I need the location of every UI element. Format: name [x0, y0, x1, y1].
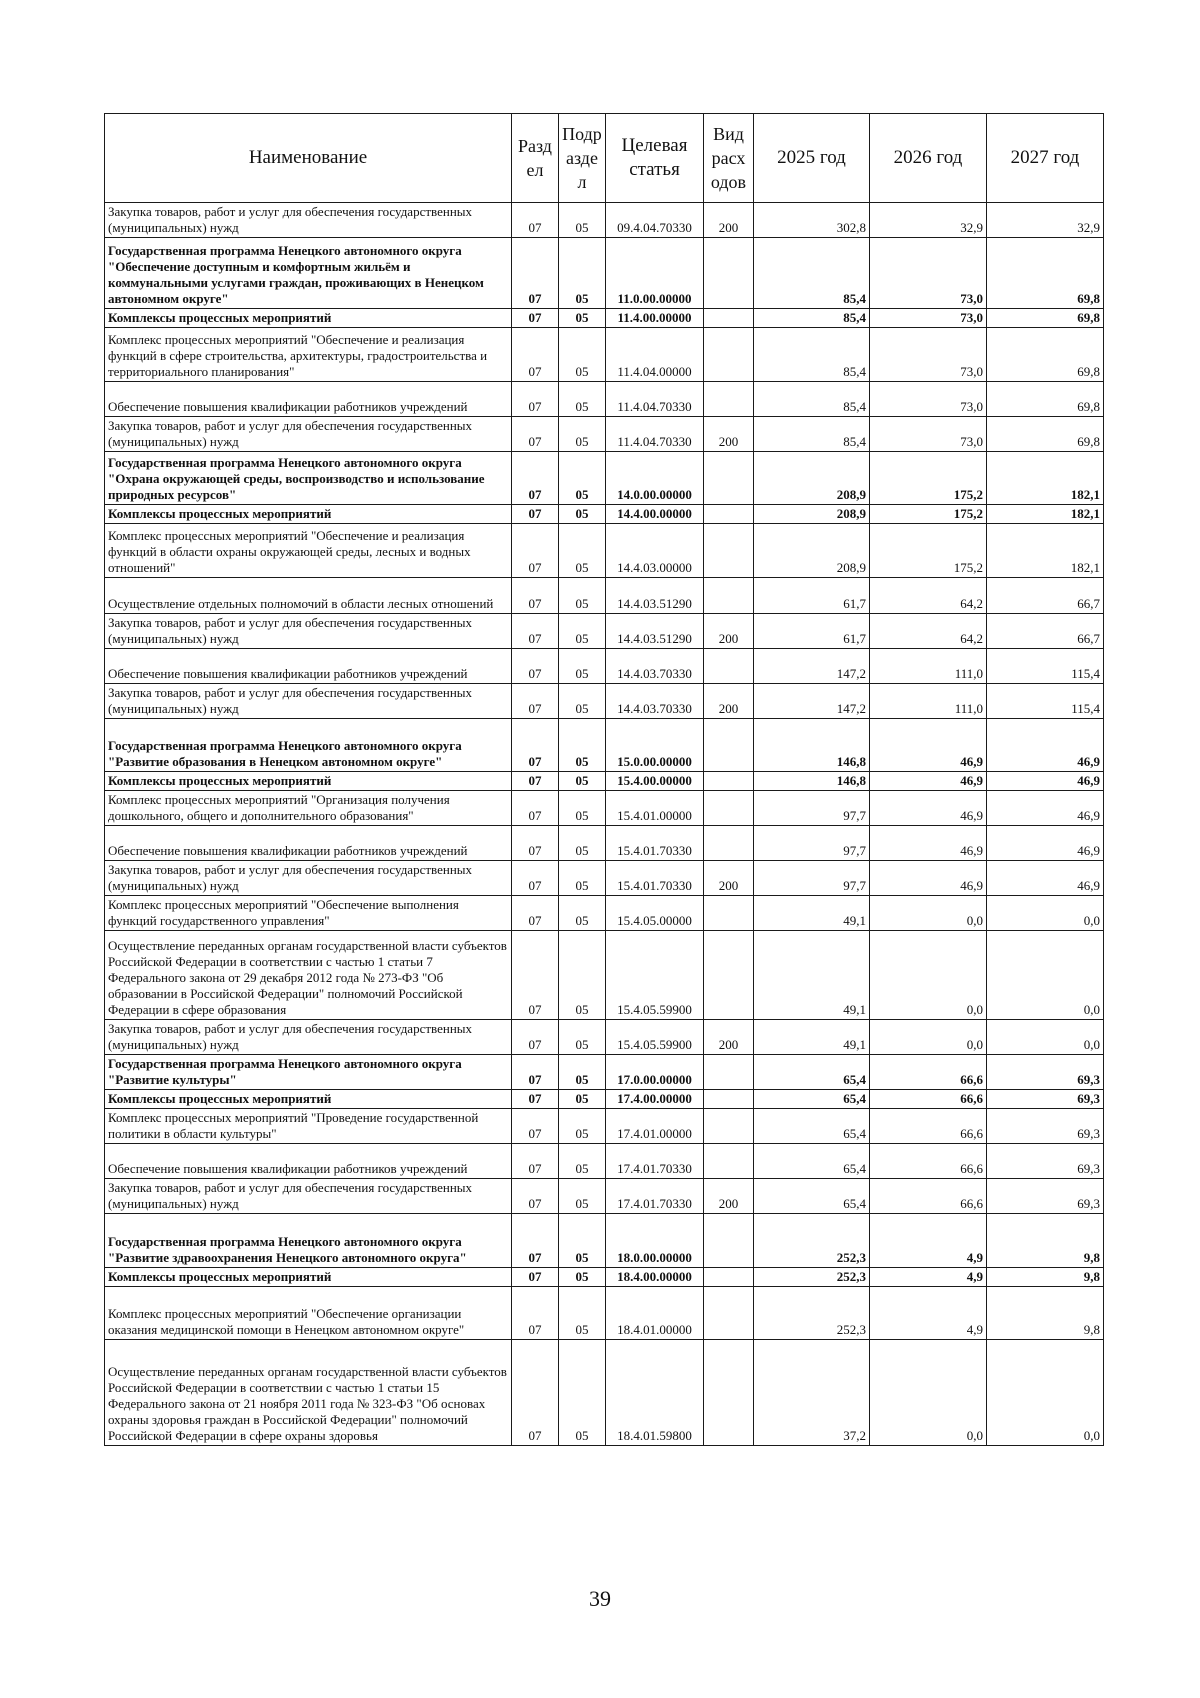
cell-subsection: 05	[559, 382, 606, 417]
cell-section: 07	[512, 1144, 559, 1179]
cell-2026: 111,0	[870, 649, 987, 684]
cell-2025: 208,9	[754, 505, 870, 524]
cell-2026: 73,0	[870, 417, 987, 452]
cell-subsection: 05	[559, 896, 606, 931]
cell-2027: 0,0	[987, 1020, 1104, 1055]
cell-2027: 69,8	[987, 238, 1104, 309]
cell-target-item: 11.4.04.70330	[606, 417, 704, 452]
cell-name: Обеспечение повышения квалификации работников учреждений	[105, 649, 512, 684]
table-row	[105, 1090, 1104, 1109]
cell-2027: 69,3	[987, 1109, 1104, 1144]
cell-2027: 182,1	[987, 505, 1104, 524]
cell-expense-type	[704, 1340, 754, 1446]
cell-2027: 0,0	[987, 1340, 1104, 1446]
cell-subsection: 05	[559, 1144, 606, 1179]
cell-expense-type	[704, 826, 754, 861]
cell-name: Государственная программа Ненецкого автономного округа "Развитие образования в Ненецком автономном округе"	[105, 719, 512, 772]
cell-2025: 97,7	[754, 826, 870, 861]
header-year-2027: 2027 год	[987, 114, 1104, 203]
cell-2027: 69,8	[987, 417, 1104, 452]
cell-expense-type	[704, 1214, 754, 1268]
cell-expense-type	[704, 578, 754, 614]
cell-2026: 175,2	[870, 505, 987, 524]
cell-expense-type	[704, 505, 754, 524]
table-row	[105, 1214, 1104, 1268]
cell-target-item: 15.4.05.59900	[606, 931, 704, 1020]
cell-subsection: 05	[559, 719, 606, 772]
cell-2025: 97,7	[754, 791, 870, 826]
cell-target-item: 17.4.01.70330	[606, 1144, 704, 1179]
table-row	[105, 1055, 1104, 1090]
cell-expense-type: 200	[704, 417, 754, 452]
cell-section: 07	[512, 1090, 559, 1109]
cell-target-item: 11.4.04.00000	[606, 328, 704, 382]
cell-2026: 66,6	[870, 1090, 987, 1109]
table-row	[105, 1144, 1104, 1179]
budget-table	[104, 113, 1104, 1446]
cell-expense-type: 200	[704, 203, 754, 238]
cell-name: Обеспечение повышения квалификации работников учреждений	[105, 826, 512, 861]
cell-section: 07	[512, 719, 559, 772]
cell-target-item: 14.4.03.70330	[606, 649, 704, 684]
cell-name: Осуществление переданных органам государственной власти субъектов Российской Федерации в соответствии с частью 1 статьи 15 Федерального закона от 21 ноября 2011 года № 323-ФЗ "Об основах охраны здоровья граждан в Российской Федерации" полномочий Российской Федерации в сфере охраны здоровья	[105, 1340, 512, 1446]
cell-name: Государственная программа Ненецкого автономного округа "Развитие культуры"	[105, 1055, 512, 1090]
table-row	[105, 452, 1104, 505]
cell-2027: 69,8	[987, 309, 1104, 328]
cell-2025: 302,8	[754, 203, 870, 238]
cell-section: 07	[512, 861, 559, 896]
cell-subsection: 05	[559, 772, 606, 791]
cell-2026: 66,6	[870, 1144, 987, 1179]
cell-target-item: 18.4.00.00000	[606, 1268, 704, 1287]
cell-2027: 46,9	[987, 719, 1104, 772]
cell-expense-type	[704, 382, 754, 417]
table-row	[105, 1287, 1104, 1340]
cell-2025: 252,3	[754, 1268, 870, 1287]
cell-target-item: 17.4.00.00000	[606, 1090, 704, 1109]
cell-2026: 73,0	[870, 382, 987, 417]
cell-name: Комплекс процессных мероприятий "Обеспечение и реализация функций в сфере строительства, архитектуры, градостроительства и территориального планирования"	[105, 328, 512, 382]
cell-2026: 73,0	[870, 238, 987, 309]
cell-2027: 32,9	[987, 203, 1104, 238]
cell-section: 07	[512, 1214, 559, 1268]
cell-expense-type	[704, 649, 754, 684]
cell-section: 07	[512, 614, 559, 649]
cell-subsection: 05	[559, 505, 606, 524]
table-row	[105, 524, 1104, 578]
cell-target-item: 09.4.04.70330	[606, 203, 704, 238]
cell-2026: 64,2	[870, 578, 987, 614]
cell-name: Комплекс процессных мероприятий "Организация получения дошкольного, общего и дополнительного образования"	[105, 791, 512, 826]
cell-subsection: 05	[559, 1268, 606, 1287]
cell-2027: 46,9	[987, 772, 1104, 791]
cell-2026: 0,0	[870, 1020, 987, 1055]
cell-2025: 65,4	[754, 1179, 870, 1214]
cell-2027: 115,4	[987, 649, 1104, 684]
cell-section: 07	[512, 1020, 559, 1055]
cell-subsection: 05	[559, 649, 606, 684]
cell-2026: 175,2	[870, 524, 987, 578]
cell-name: Закупка товаров, работ и услуг для обеспечения государственных (муниципальных) нужд	[105, 861, 512, 896]
cell-target-item: 18.0.00.00000	[606, 1214, 704, 1268]
table-row	[105, 826, 1104, 861]
cell-subsection: 05	[559, 1090, 606, 1109]
cell-2025: 208,9	[754, 524, 870, 578]
cell-section: 07	[512, 238, 559, 309]
cell-2027: 0,0	[987, 896, 1104, 931]
cell-2025: 37,2	[754, 1340, 870, 1446]
cell-section: 07	[512, 1340, 559, 1446]
cell-subsection: 05	[559, 1287, 606, 1340]
table-row	[105, 505, 1104, 524]
cell-2027: 182,1	[987, 452, 1104, 505]
cell-2025: 147,2	[754, 684, 870, 719]
cell-section: 07	[512, 896, 559, 931]
cell-target-item: 14.4.03.70330	[606, 684, 704, 719]
cell-2026: 4,9	[870, 1268, 987, 1287]
cell-2027: 9,8	[987, 1268, 1104, 1287]
cell-2027: 182,1	[987, 524, 1104, 578]
cell-name: Комплекс процессных мероприятий "Обеспечение выполнения функций государственного управления"	[105, 896, 512, 931]
cell-section: 07	[512, 791, 559, 826]
cell-2027: 66,7	[987, 578, 1104, 614]
cell-expense-type	[704, 309, 754, 328]
cell-subsection: 05	[559, 1214, 606, 1268]
cell-2026: 0,0	[870, 931, 987, 1020]
cell-subsection: 05	[559, 417, 606, 452]
cell-name: Закупка товаров, работ и услуг для обеспечения государственных (муниципальных) нужд	[105, 417, 512, 452]
cell-2025: 49,1	[754, 1020, 870, 1055]
header-year-2026: 2026 год	[870, 114, 987, 203]
cell-section: 07	[512, 1268, 559, 1287]
table-row	[105, 203, 1104, 238]
cell-section: 07	[512, 452, 559, 505]
cell-2026: 73,0	[870, 309, 987, 328]
cell-section: 07	[512, 524, 559, 578]
cell-2026: 73,0	[870, 328, 987, 382]
cell-2027: 69,8	[987, 382, 1104, 417]
cell-expense-type: 200	[704, 1020, 754, 1055]
cell-name: Закупка товаров, работ и услуг для обеспечения государственных (муниципальных) нужд	[105, 203, 512, 238]
table-row	[105, 238, 1104, 309]
cell-target-item: 15.4.01.70330	[606, 826, 704, 861]
cell-name: Обеспечение повышения квалификации работников учреждений	[105, 382, 512, 417]
cell-name: Осуществление переданных органам государственной власти субъектов Российской Федерации в соответствии с частью 1 статьи 7 Федерального закона от 29 декабря 2012 года № 273-ФЗ "Об образовании в Российской Федерации" полномочий Российской Федерации в сфере образования	[105, 931, 512, 1020]
table-row	[105, 1109, 1104, 1144]
table-row	[105, 719, 1104, 772]
cell-2025: 65,4	[754, 1144, 870, 1179]
cell-2025: 49,1	[754, 896, 870, 931]
cell-2025: 208,9	[754, 452, 870, 505]
cell-2025: 61,7	[754, 614, 870, 649]
cell-2027: 46,9	[987, 791, 1104, 826]
cell-2026: 46,9	[870, 719, 987, 772]
cell-2027: 0,0	[987, 931, 1104, 1020]
header-name: Наименование	[105, 114, 512, 203]
cell-2026: 0,0	[870, 1340, 987, 1446]
header-expense-type: Вид расх одов	[704, 114, 754, 203]
cell-target-item: 17.4.01.00000	[606, 1109, 704, 1144]
cell-expense-type	[704, 931, 754, 1020]
cell-target-item: 14.4.03.00000	[606, 524, 704, 578]
cell-section: 07	[512, 1055, 559, 1090]
cell-target-item: 11.0.00.00000	[606, 238, 704, 309]
cell-section: 07	[512, 309, 559, 328]
table-row	[105, 649, 1104, 684]
cell-2025: 85,4	[754, 309, 870, 328]
cell-subsection: 05	[559, 1340, 606, 1446]
cell-target-item: 14.4.03.51290	[606, 578, 704, 614]
cell-2025: 85,4	[754, 328, 870, 382]
table-row	[105, 417, 1104, 452]
cell-section: 07	[512, 826, 559, 861]
cell-name: Закупка товаров, работ и услуг для обеспечения государственных (муниципальных) нужд	[105, 684, 512, 719]
cell-section: 07	[512, 203, 559, 238]
cell-expense-type	[704, 896, 754, 931]
cell-2027: 115,4	[987, 684, 1104, 719]
cell-target-item: 14.4.03.51290	[606, 614, 704, 649]
cell-expense-type: 200	[704, 861, 754, 896]
cell-2027: 69,3	[987, 1144, 1104, 1179]
cell-2027: 9,8	[987, 1214, 1104, 1268]
cell-2025: 65,4	[754, 1109, 870, 1144]
cell-section: 07	[512, 505, 559, 524]
cell-name: Комплексы процессных мероприятий	[105, 309, 512, 328]
cell-2026: 4,9	[870, 1287, 987, 1340]
cell-2026: 46,9	[870, 861, 987, 896]
cell-2026: 0,0	[870, 896, 987, 931]
cell-2025: 252,3	[754, 1214, 870, 1268]
cell-subsection: 05	[559, 203, 606, 238]
cell-2026: 175,2	[870, 452, 987, 505]
cell-target-item: 14.0.00.00000	[606, 452, 704, 505]
cell-target-item: 15.4.01.00000	[606, 791, 704, 826]
cell-subsection: 05	[559, 309, 606, 328]
cell-2025: 65,4	[754, 1090, 870, 1109]
cell-section: 07	[512, 684, 559, 719]
cell-2026: 64,2	[870, 614, 987, 649]
cell-2026: 4,9	[870, 1214, 987, 1268]
cell-section: 07	[512, 649, 559, 684]
cell-subsection: 05	[559, 1109, 606, 1144]
table-row	[105, 1268, 1104, 1287]
cell-subsection: 05	[559, 1020, 606, 1055]
table-header-row	[105, 114, 1104, 203]
cell-2025: 61,7	[754, 578, 870, 614]
cell-target-item: 17.4.01.70330	[606, 1179, 704, 1214]
table-row	[105, 1340, 1104, 1446]
cell-expense-type: 200	[704, 614, 754, 649]
cell-2025: 146,8	[754, 719, 870, 772]
cell-name: Закупка товаров, работ и услуг для обеспечения государственных (муниципальных) нужд	[105, 1179, 512, 1214]
cell-name: Комплекс процессных мероприятий "Проведение государственной политики в области культуры"	[105, 1109, 512, 1144]
cell-name: Комплекс процессных мероприятий "Обеспечение организации оказания медицинской помощи в Ненецком автономном округе"	[105, 1287, 512, 1340]
cell-2027: 46,9	[987, 826, 1104, 861]
cell-target-item: 15.4.01.70330	[606, 861, 704, 896]
table-row	[105, 1179, 1104, 1214]
table-row	[105, 382, 1104, 417]
cell-section: 07	[512, 328, 559, 382]
cell-section: 07	[512, 382, 559, 417]
cell-section: 07	[512, 1287, 559, 1340]
table-row	[105, 772, 1104, 791]
cell-expense-type	[704, 791, 754, 826]
cell-expense-type: 200	[704, 1179, 754, 1214]
cell-2026: 66,6	[870, 1179, 987, 1214]
cell-name: Осуществление отдельных полномочий в области лесных отношений	[105, 578, 512, 614]
cell-2026: 46,9	[870, 826, 987, 861]
cell-2027: 69,3	[987, 1090, 1104, 1109]
cell-2027: 69,3	[987, 1179, 1104, 1214]
cell-expense-type	[704, 1144, 754, 1179]
table-row	[105, 861, 1104, 896]
cell-2026: 46,9	[870, 772, 987, 791]
cell-subsection: 05	[559, 684, 606, 719]
cell-expense-type	[704, 719, 754, 772]
cell-target-item: 18.4.01.59800	[606, 1340, 704, 1446]
table-row	[105, 684, 1104, 719]
table-row	[105, 614, 1104, 649]
cell-name: Комплексы процессных мероприятий	[105, 1268, 512, 1287]
header-section: Разд ел	[512, 114, 559, 203]
cell-name: Комплексы процессных мероприятий	[105, 505, 512, 524]
cell-2026: 111,0	[870, 684, 987, 719]
cell-target-item: 15.4.05.00000	[606, 896, 704, 931]
cell-target-item: 18.4.01.00000	[606, 1287, 704, 1340]
cell-2025: 49,1	[754, 931, 870, 1020]
cell-expense-type	[704, 524, 754, 578]
cell-subsection: 05	[559, 931, 606, 1020]
cell-expense-type	[704, 328, 754, 382]
header-subsection: Подр азде л	[559, 114, 606, 203]
cell-target-item: 15.0.00.00000	[606, 719, 704, 772]
table-row	[105, 896, 1104, 931]
cell-name: Комплексы процессных мероприятий	[105, 772, 512, 791]
header-target-item: Целевая статья	[606, 114, 704, 203]
cell-2025: 147,2	[754, 649, 870, 684]
cell-2025: 85,4	[754, 238, 870, 309]
cell-2026: 46,9	[870, 791, 987, 826]
cell-section: 07	[512, 417, 559, 452]
page-number: 39	[589, 1586, 611, 1611]
cell-section: 07	[512, 578, 559, 614]
cell-target-item: 17.0.00.00000	[606, 1055, 704, 1090]
cell-2025: 85,4	[754, 417, 870, 452]
cell-name: Закупка товаров, работ и услуг для обеспечения государственных (муниципальных) нужд	[105, 614, 512, 649]
cell-section: 07	[512, 1179, 559, 1214]
cell-expense-type	[704, 1055, 754, 1090]
cell-name: Комплексы процессных мероприятий	[105, 1090, 512, 1109]
cell-2025: 146,8	[754, 772, 870, 791]
cell-subsection: 05	[559, 861, 606, 896]
cell-subsection: 05	[559, 614, 606, 649]
cell-expense-type	[704, 238, 754, 309]
cell-section: 07	[512, 931, 559, 1020]
cell-target-item: 14.4.00.00000	[606, 505, 704, 524]
cell-2025: 97,7	[754, 861, 870, 896]
cell-expense-type	[704, 452, 754, 505]
cell-2027: 69,8	[987, 328, 1104, 382]
cell-name: Государственная программа Ненецкого автономного округа "Охрана окружающей среды, воспроизводство и использование природных ресурсов"	[105, 452, 512, 505]
cell-subsection: 05	[559, 791, 606, 826]
cell-expense-type	[704, 772, 754, 791]
cell-2027: 9,8	[987, 1287, 1104, 1340]
cell-subsection: 05	[559, 238, 606, 309]
cell-target-item: 15.4.05.59900	[606, 1020, 704, 1055]
cell-subsection: 05	[559, 1179, 606, 1214]
table-row	[105, 931, 1104, 1020]
header-year-2025: 2025 год	[754, 114, 870, 203]
table-row	[105, 1020, 1104, 1055]
cell-subsection: 05	[559, 1055, 606, 1090]
cell-expense-type	[704, 1268, 754, 1287]
cell-2027: 46,9	[987, 861, 1104, 896]
cell-2025: 252,3	[754, 1287, 870, 1340]
cell-target-item: 11.4.04.70330	[606, 382, 704, 417]
cell-expense-type	[704, 1287, 754, 1340]
cell-name: Государственная программа Ненецкого автономного округа "Обеспечение доступным и комфортным жильём и коммунальными услугами граждан, проживающих в Ненецком автономном округе"	[105, 238, 512, 309]
cell-2027: 69,3	[987, 1055, 1104, 1090]
cell-subsection: 05	[559, 826, 606, 861]
cell-name: Комплекс процессных мероприятий "Обеспечение и реализация функций в области охраны окружающей среды, лесных и водных отношений"	[105, 524, 512, 578]
table-row	[105, 791, 1104, 826]
cell-name: Обеспечение повышения квалификации работников учреждений	[105, 1144, 512, 1179]
cell-subsection: 05	[559, 452, 606, 505]
cell-expense-type	[704, 1090, 754, 1109]
cell-2026: 66,6	[870, 1055, 987, 1090]
cell-expense-type: 200	[704, 684, 754, 719]
cell-name: Государственная программа Ненецкого автономного округа "Развитие здравоохранения Ненецкого автономного округа"	[105, 1214, 512, 1268]
cell-subsection: 05	[559, 328, 606, 382]
cell-2025: 85,4	[754, 382, 870, 417]
cell-subsection: 05	[559, 524, 606, 578]
cell-2026: 66,6	[870, 1109, 987, 1144]
cell-2026: 32,9	[870, 203, 987, 238]
table-row	[105, 309, 1104, 328]
cell-section: 07	[512, 772, 559, 791]
cell-section: 07	[512, 1109, 559, 1144]
table-body	[105, 203, 1104, 1446]
cell-target-item: 11.4.00.00000	[606, 309, 704, 328]
cell-subsection: 05	[559, 578, 606, 614]
table-row	[105, 328, 1104, 382]
table-row	[105, 578, 1104, 614]
cell-target-item: 15.4.00.00000	[606, 772, 704, 791]
cell-2027: 66,7	[987, 614, 1104, 649]
cell-name: Закупка товаров, работ и услуг для обеспечения государственных (муниципальных) нужд	[105, 1020, 512, 1055]
cell-2025: 65,4	[754, 1055, 870, 1090]
cell-expense-type	[704, 1109, 754, 1144]
